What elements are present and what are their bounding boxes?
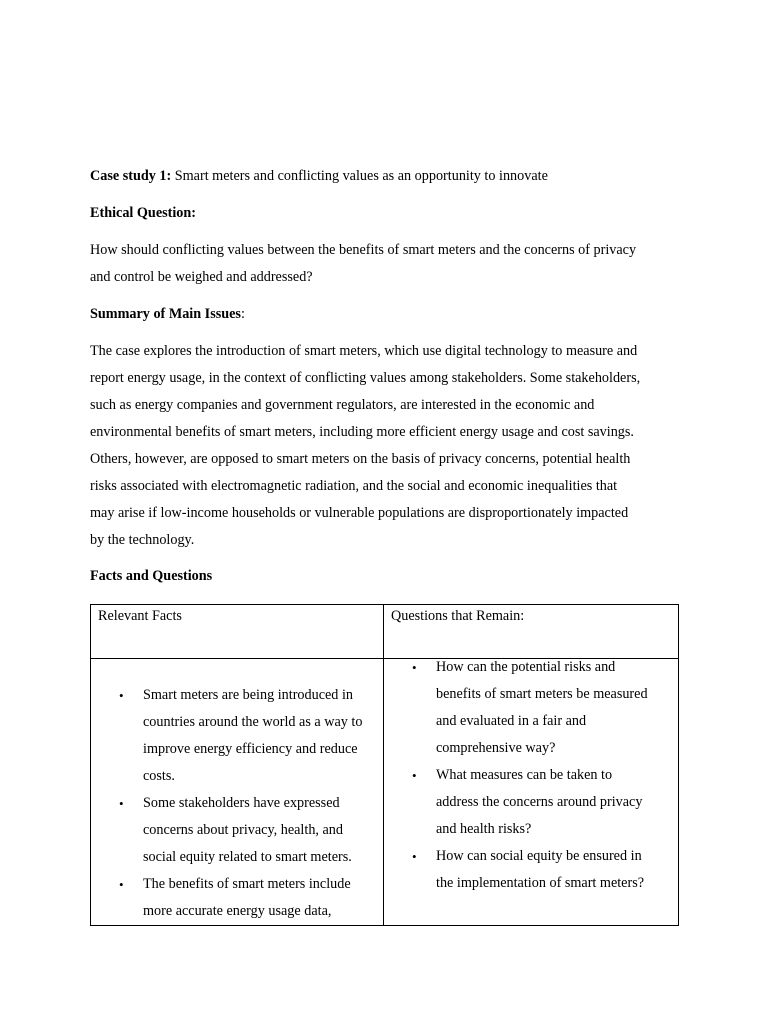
summary-body (90, 338, 680, 554)
relevant-facts-cell (91, 659, 384, 926)
ethical-question-line: How should conflicting values between the benefits of smart meters and the concerns of privacy (90, 242, 637, 258)
summary-line: The case explores the introduction of smart meters, which use digital technology to measure and (90, 343, 638, 359)
ethical-question-body (90, 237, 680, 291)
list-item: • Some stakeholders have expressed concerns about privacy, health, and social equity related to smart meters. (91, 790, 383, 871)
column-header-questions: Questions that Remain: (384, 605, 679, 659)
facts-questions-heading: Facts and Questions (90, 568, 213, 584)
list-item: • The benefits of smart meters include more accurate energy usage data, (91, 871, 383, 925)
summary-line: Others, however, are opposed to smart meters on the basis of privacy concerns, potential health (90, 451, 631, 467)
summary-line: may arise if low-income households or vulnerable populations are disproportionately impacted (90, 505, 629, 521)
case-study-label: Case study 1: (90, 168, 172, 184)
ethical-question-heading: Ethical Question: (90, 205, 197, 221)
bullet-icon: • (119, 796, 124, 811)
summary-line: such as energy companies and government regulators, are interested in the economic and (90, 397, 595, 413)
summary-line: report energy usage, in the context of conflicting values among stakeholders. Some stakeholders, (90, 370, 641, 386)
list-item: • Smart meters are being introduced in countries around the world as a way to improve energy efficiency and reduce costs. (91, 682, 383, 790)
questions-cell (384, 659, 679, 926)
list-item: • How can social equity be ensured in the implementation of smart meters? (384, 843, 678, 897)
facts-questions-table (90, 604, 679, 926)
case-study-line (90, 168, 548, 185)
questions-list (384, 654, 678, 897)
bullet-icon: • (119, 688, 124, 703)
table-body-row (91, 659, 679, 926)
summary-line: environmental benefits of smart meters, including more efficient energy usage and cost savings. (90, 424, 634, 440)
table-header-row (91, 605, 679, 659)
relevant-facts-list (91, 659, 383, 925)
summary-heading: Summary of Main Issues: (90, 306, 245, 322)
bullet-icon: • (119, 877, 124, 892)
summary-line: risks associated with electromagnetic radiation, and the social and economic inequalities that (90, 478, 618, 494)
bullet-icon: • (412, 660, 417, 675)
bullet-icon: • (412, 849, 417, 864)
summary-line: by the technology. (90, 532, 195, 548)
bullet-icon: • (412, 768, 417, 783)
column-header-relevant-facts: Relevant Facts (91, 605, 384, 659)
list-item: • How can the potential risks and benefits of smart meters be measured and evaluated in a fair and comprehensive way? (384, 654, 678, 762)
list-item: • What measures can be taken to address the concerns around privacy and health risks? (384, 762, 678, 843)
case-study-title: Smart meters and conflicting values as an opportunity to innovate (171, 168, 548, 184)
ethical-question-line: and control be weighed and addressed? (90, 269, 313, 285)
